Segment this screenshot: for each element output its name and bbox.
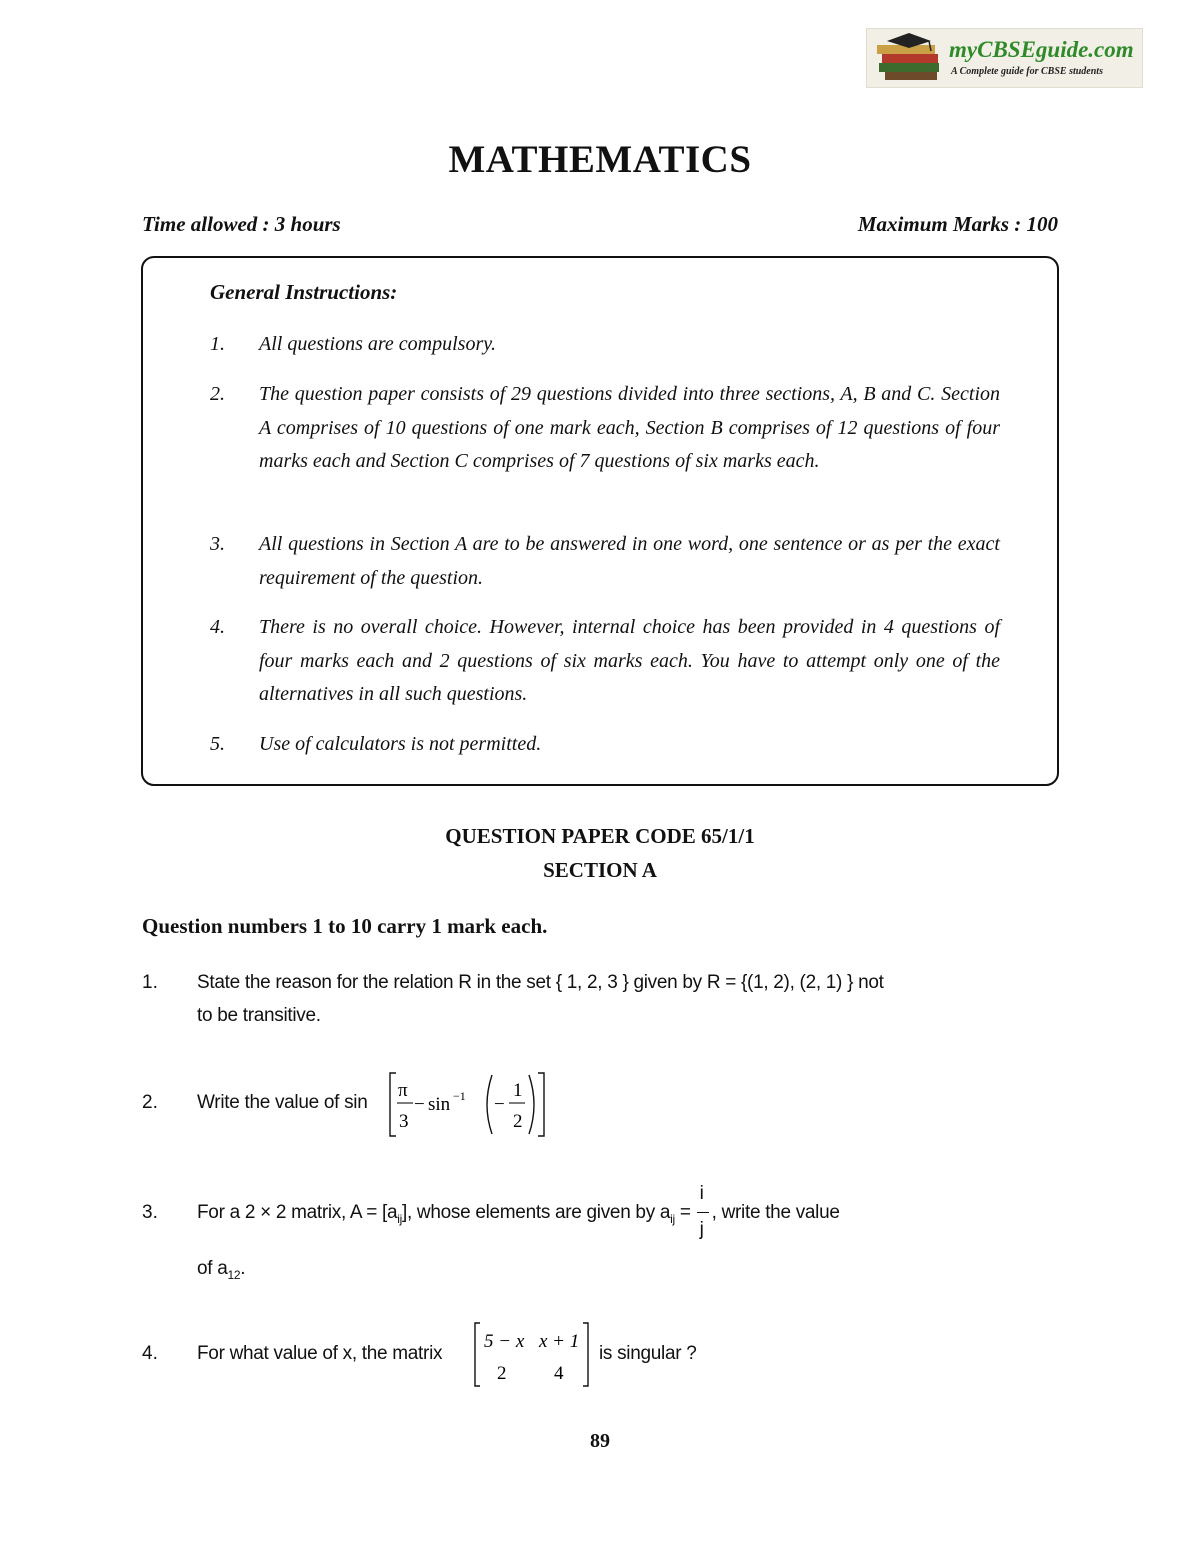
section-heading: SECTION A xyxy=(543,858,657,882)
question-text: ], whose elements are given by a xyxy=(401,1202,671,1223)
question-4-matrix xyxy=(472,1320,596,1390)
instruction-number: 1. xyxy=(210,333,225,355)
paper-code: QUESTION PAPER CODE 65/1/1 xyxy=(445,824,755,848)
pi-symbol: π xyxy=(398,1080,408,1101)
instruction-item xyxy=(210,728,1000,762)
fraction-denominator: j xyxy=(699,1218,704,1240)
instruction-number: 2. xyxy=(210,383,225,405)
question-text: of a xyxy=(197,1258,228,1279)
question-3-line-2 xyxy=(197,1252,245,1292)
subscript: 12 xyxy=(227,1267,241,1282)
subscript: ij xyxy=(397,1211,402,1226)
question-line: to be transitive. xyxy=(197,1005,321,1026)
instruction-item xyxy=(210,611,1000,712)
page-number: 89 xyxy=(590,1430,610,1452)
question-number: 4. xyxy=(142,1343,158,1364)
question-number: 3. xyxy=(142,1202,158,1223)
instruction-number: 5. xyxy=(210,733,225,755)
maximum-marks: Maximum Marks : 100 xyxy=(857,212,1058,236)
books-icon xyxy=(873,33,949,85)
time-allowed: Time allowed : 3 hours xyxy=(142,212,341,236)
instruction-text: All questions in Section A are to be answered in one word, one sentence or as per the exact requirement of the question. xyxy=(259,533,1000,589)
negative-sign: − xyxy=(494,1094,505,1115)
matrix-entry: 4 xyxy=(554,1363,564,1384)
question-3-line-1 xyxy=(197,1182,840,1240)
equals-sign: = xyxy=(674,1202,696,1223)
fraction-numerator: i xyxy=(699,1182,704,1204)
minus-sign: − xyxy=(414,1094,425,1115)
instruction-item xyxy=(210,378,1000,479)
question-1-text xyxy=(197,966,884,1032)
question-4-suffix: is singular ? xyxy=(599,1343,697,1364)
instruction-item xyxy=(210,328,1000,362)
question-2-text: Write the value of sin xyxy=(197,1092,368,1113)
question-text: , write the value xyxy=(711,1202,840,1223)
instruction-text: The question paper consists of 29 questions divided into three sections, A, B and C. Section A comprises of 10 questions of one mark each, Section B comprises of 12 questions of four marks each and Section C comprises of 7 questions of six marks each. xyxy=(259,383,1000,472)
fraction xyxy=(696,1182,712,1240)
inverse-superscript: −1 xyxy=(453,1089,466,1103)
question-number: 2. xyxy=(142,1092,158,1113)
question-number: 1. xyxy=(142,972,158,993)
instruction-item xyxy=(210,528,1000,595)
instruction-text: There is no overall choice. However, internal choice has been provided in 4 questions of four marks each and 2 questions of six marks each. You have to attempt only one of the alternatives in all such questions. xyxy=(259,616,1000,705)
section-intro: Question numbers 1 to 10 carry 1 mark each. xyxy=(142,914,548,938)
matrix-entry: x + 1 xyxy=(539,1331,580,1352)
question-text: For a 2 × 2 matrix, A = [a xyxy=(197,1202,398,1223)
subscript: ij xyxy=(670,1211,675,1226)
instruction-text: Use of calculators is not permitted. xyxy=(259,733,542,755)
question-4-text: For what value of x, the matrix xyxy=(197,1343,443,1364)
page-title: MATHEMATICS xyxy=(448,138,752,181)
question-line: State the reason for the relation R in the set { 1, 2, 3 } given by R = {(1, 2), (2, 1) } not xyxy=(197,972,884,993)
question-text: . xyxy=(240,1258,246,1279)
fraction-numerator: 1 xyxy=(513,1080,523,1101)
fraction-denominator: 2 xyxy=(513,1111,523,1132)
instruction-number: 4. xyxy=(210,616,225,638)
instruction-text: All questions are compulsory. xyxy=(259,333,497,355)
fraction-denominator: 3 xyxy=(399,1111,409,1132)
instructions-heading: General Instructions: xyxy=(210,280,398,304)
matrix-entry: 5 − x xyxy=(484,1331,525,1352)
question-2-expression xyxy=(386,1070,556,1140)
logo-tagline: A Complete guide for CBSE students xyxy=(951,66,1103,77)
brand-logo xyxy=(866,28,1143,88)
matrix-entry: 2 xyxy=(497,1363,507,1384)
logo-name: myCBSEguide.com xyxy=(949,37,1134,62)
instruction-number: 3. xyxy=(210,533,225,555)
inverse-sine: sin xyxy=(428,1094,451,1115)
